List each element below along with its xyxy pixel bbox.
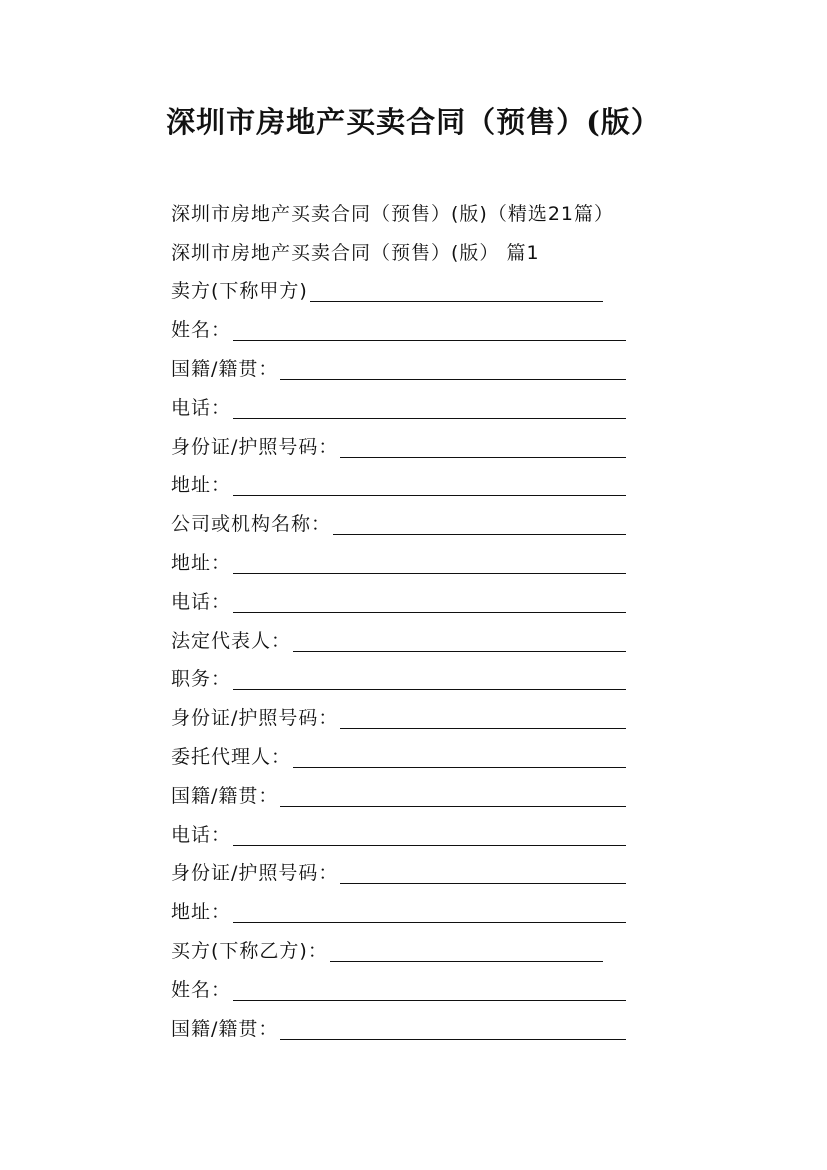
fill-in-blank[interactable]: [293, 650, 626, 652]
fill-in-blank[interactable]: [280, 805, 626, 807]
field-label: 委托代理人：: [171, 746, 292, 769]
fill-in-blank[interactable]: [233, 417, 626, 419]
line-text: 深圳市房地产买卖合同（预售）(版） 篇1: [171, 241, 540, 264]
field-label: 地址：: [171, 474, 232, 497]
fill-in-blank[interactable]: [280, 378, 626, 380]
field-label: 身份证/护照号码：: [171, 435, 339, 458]
field-label: 身份证/护照号码：: [171, 707, 339, 730]
form-field-line: [171, 969, 671, 1008]
fill-in-blank[interactable]: [233, 688, 626, 690]
field-label: 公司或机构名称：: [171, 513, 332, 536]
form-field-line: [171, 581, 671, 620]
form-field-line: [171, 503, 671, 542]
field-label: 职务：: [171, 668, 232, 691]
form-field-line: [171, 465, 671, 504]
form-field-line: [171, 775, 671, 814]
form-field-line: [171, 891, 671, 930]
field-label: 国籍/籍贯：: [171, 784, 279, 807]
form-field-line: [171, 387, 671, 426]
form-field-line: [171, 814, 671, 853]
text-line: [171, 193, 671, 232]
form-field-line: [171, 930, 671, 969]
fill-in-blank[interactable]: [340, 456, 626, 458]
form-field-line: [171, 426, 671, 465]
field-label: 身份证/护照号码：: [171, 862, 339, 885]
form-field-line: [171, 271, 671, 310]
form-field-line: [171, 309, 671, 348]
field-label: 买方(下称乙方)：: [171, 940, 328, 963]
fill-in-blank[interactable]: [310, 300, 603, 302]
field-label: 姓名：: [171, 978, 232, 1001]
line-text: 深圳市房地产买卖合同（预售）(版)（精选21篇）: [171, 202, 615, 225]
fill-in-blank[interactable]: [233, 844, 626, 846]
fill-in-blank[interactable]: [233, 339, 626, 341]
field-label: 电话：: [171, 823, 232, 846]
form-lines: [171, 193, 671, 1047]
fill-in-blank[interactable]: [340, 727, 626, 729]
field-label: 电话：: [171, 590, 232, 613]
fill-in-blank[interactable]: [330, 960, 603, 962]
field-label: 地址：: [171, 901, 232, 924]
fill-in-blank[interactable]: [340, 882, 626, 884]
form-field-line: [171, 659, 671, 698]
field-label: 国籍/籍贯：: [171, 358, 279, 381]
fill-in-blank[interactable]: [233, 611, 626, 613]
field-label: 法定代表人：: [171, 629, 292, 652]
form-field-line: [171, 736, 671, 775]
fill-in-blank[interactable]: [280, 1038, 626, 1040]
field-label: 卖方(下称甲方): [171, 280, 308, 303]
field-label: 姓名：: [171, 319, 232, 342]
form-field-line: [171, 697, 671, 736]
fill-in-blank[interactable]: [233, 999, 626, 1001]
fill-in-blank[interactable]: [293, 766, 626, 768]
field-label: 国籍/籍贯：: [171, 1017, 279, 1040]
form-field-line: [171, 1008, 671, 1047]
fill-in-blank[interactable]: [233, 572, 626, 574]
form-field-line: [171, 620, 671, 659]
fill-in-blank[interactable]: [233, 921, 626, 923]
form-field-line: [171, 348, 671, 387]
fill-in-blank[interactable]: [233, 494, 626, 496]
text-line: [171, 232, 671, 271]
form-field-line: [171, 542, 671, 581]
field-label: 电话：: [171, 396, 232, 419]
field-label: 地址：: [171, 552, 232, 575]
fill-in-blank[interactable]: [333, 533, 626, 535]
document-title: 深圳市房地产买卖合同（预售）(版）: [166, 105, 661, 139]
form-field-line: [171, 853, 671, 892]
